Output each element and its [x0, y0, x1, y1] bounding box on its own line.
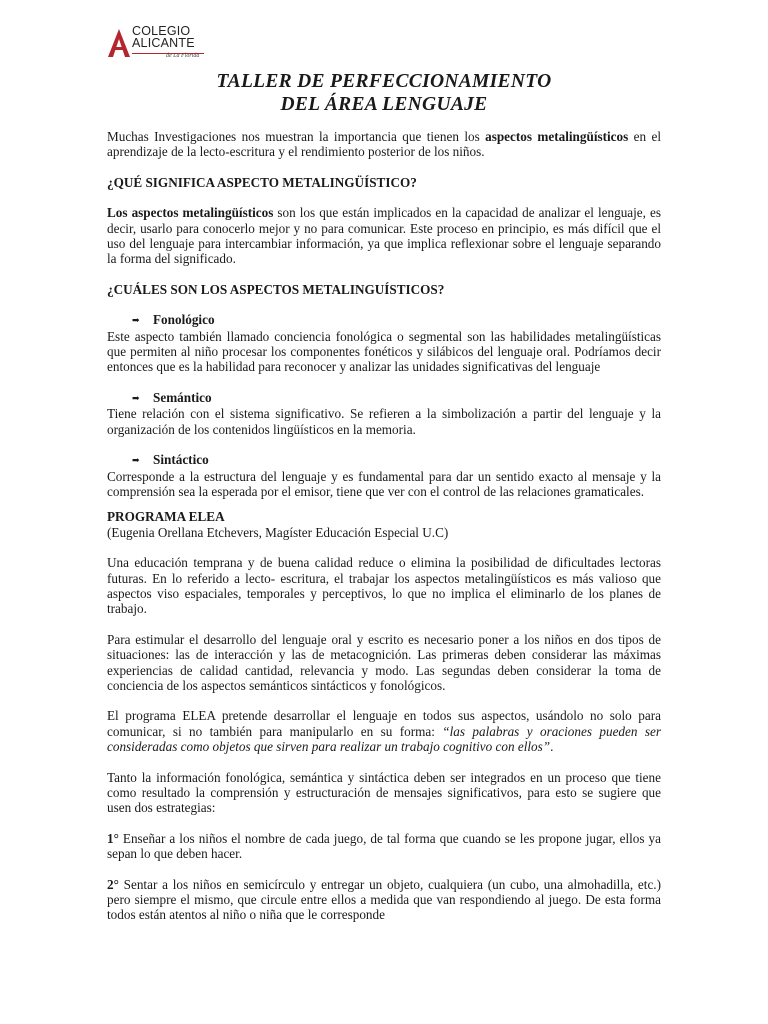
programa-author: (Eugenia Orellana Etchevers, Magíster Educación Especial U.C): [107, 524, 449, 540]
bullet-label: Fonológico: [153, 312, 215, 328]
definition-bold: Los aspectos metalingüísticos: [107, 205, 274, 221]
page-title-line-1: TALLER DE PERFECCIONAMIENTO: [216, 71, 552, 92]
logo-line-3: de La Florida: [166, 53, 200, 59]
sintactico-paragraph: Corresponde a la estructura del lenguaje y es fundamental para dar un sentido exacto al mensaje y la comprensión sea la esperada por el emisor, tiene que ver con el control de las relaciones gramaticales.: [107, 468, 661, 499]
strategy-1: [107, 831, 661, 862]
definition-text: son los que están implicados en la capacidad de analizar el lenguaje, es decir, usarlo para conocerlo mejor y no para comunicar. Este proceso en principio, es más difícil que el uso del lenguaje para intercambiar información, ya que implica reflexionar sobre el lenguaje separando la forma del significado.: [107, 205, 661, 267]
programa-p3-end: .: [550, 739, 554, 755]
school-logo-icon: [106, 28, 132, 58]
programa-heading: PROGRAMA ELEA: [107, 509, 225, 525]
arrow-bullet-icon: ➡: [132, 455, 140, 466]
strategy-2-number: 2°: [107, 876, 119, 892]
section-heading-que-significa: ¿QUÉ SIGNIFICA ASPECTO METALINGÜÍSTICO?: [107, 174, 417, 190]
logo-line-1: COLEGIO: [132, 24, 191, 38]
school-logo: [106, 24, 206, 64]
bullet-fonologico: [107, 312, 661, 328]
strategy-2-text: Sentar a los niños en semicírculo y entregar un objeto, cualquiera (un cubo, una almohadilla, etc.) pero siempre el mismo, que circule entre ellos a medida que van respondiendo al juego. De esta forma todos están atentos al niño o niña que le corresponde: [107, 876, 661, 923]
fonologico-paragraph: Este aspecto también llamado conciencia fonológica o segmental son las habilidades metalingüísticas que permiten al niño procesar los componentes fonéticos y silábicos del lenguaje oral. Podríamos decir entonces que es la habilidad para reconocer y analizar las unidades significativas del lenguaje: [107, 328, 661, 375]
definition-paragraph: [107, 205, 661, 267]
arrow-bullet-icon: ➡: [132, 392, 140, 403]
intro-paragraph: [107, 129, 661, 160]
bullet-label: Semántico: [153, 389, 212, 405]
programa-quote: “las palabras y oraciones pueden ser consideradas como objetos que sirven para realizar un trabajo cognitivo con ellos”: [107, 723, 661, 755]
programa-paragraph-2: Para estimular el desarrollo del lenguaje oral y escrito es necesario poner a los niños en dos tipos de situaciones: las de interacción y las de metacognición. Las primeras deben considerar las máximas experiencias de calidad cantidad, relevancia y modo. Las segundas deben considerar la toma de conciencia de los aspectos semánticos sintácticos y fonológicos.: [107, 631, 661, 693]
programa-paragraph-1: Una educación temprana y de buena calidad reduce o elimina la posibilidad de dificultades lectoras futuras. En lo referido a lecto- escritura, el trabajar los aspectos metalingüísticos es más valioso que aspectos viso espaciales, temporales y perceptivos, lo que no implica el eliminarlo de los planes de trabajo.: [107, 555, 661, 617]
programa-paragraph-3: [107, 708, 661, 754]
intro-text-c: en el aprendizaje de la lecto-escritura y el rendimiento posterior de los niños.: [107, 129, 661, 160]
section-heading-cuales-son: ¿CUÁLES SON LOS ASPECTOS METALINGUÍSTICOS?: [107, 281, 445, 297]
bullet-semantico: [107, 390, 661, 406]
intro-text-a: Muchas Investigaciones nos muestran la importancia que tienen los: [107, 129, 486, 144]
programa-paragraph-4: Tanto la información fonológica, semántica y sintáctica deben ser integrados en un proceso que tiene como resultado la comprensión y estructuración de mensajes significativos, para esto se sugiere que usen dos estrategias:: [107, 769, 661, 816]
semantico-paragraph: Tiene relación con el sistema significativo. Se refieren a la simbolización a partir del lenguaje y la organización de los contenidos lingüísticos en la memoria.: [107, 406, 661, 437]
intro-bold: aspectos metalingüísticos: [485, 129, 629, 144]
bullet-sintactico: [107, 452, 661, 468]
arrow-bullet-icon: ➡: [132, 315, 140, 326]
logo-line-2: ALICANTE: [132, 36, 195, 50]
page-title-line-2: DEL ÁREA LENGUAJE: [280, 94, 488, 115]
document-body: [107, 129, 661, 923]
strategy-1-text: Enseñar a los niños el nombre de cada juego, de tal forma que cuando se les propone jugar, ellos ya sepan lo que deben hacer.: [107, 830, 661, 862]
programa-p3-text: El programa ELEA pretende desarrollar el lenguaje en todos sus aspectos, usándolo no solo para comunicar, si no también para manipularlo en su forma:: [107, 708, 661, 739]
strategy-1-number: 1°: [107, 830, 119, 846]
strategy-2: [107, 877, 661, 923]
bullet-label: Sintáctico: [153, 452, 209, 468]
